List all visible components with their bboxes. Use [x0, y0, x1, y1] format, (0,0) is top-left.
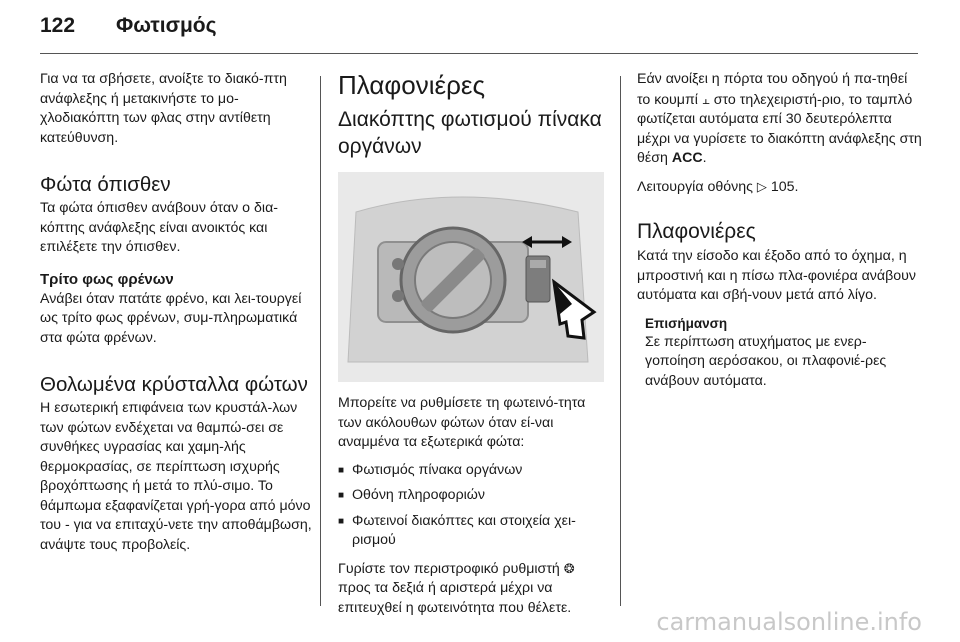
reverse-lights-heading: Φώτα όπισθεν	[40, 173, 171, 196]
reverse-lights-text: Τα φώτα όπισθεν ανάβουν όταν ο δια-κόπτης ανάφλεξης είναι ανοικτός και επιλέξετε την όπισθεν.	[40, 200, 278, 255]
fogged-lenses-heading: Θολωμένα κρύσταλλα φώτων	[40, 373, 308, 396]
light-switch-illustration	[338, 172, 604, 382]
interior-lighting-heading: Πλαφονιέρες	[338, 70, 486, 100]
page-header	[40, 14, 920, 50]
note-text: Σε περίπτωση ατυχήματος με ενερ-γοποίηση αερόσακου, οι πλαφονιέ-ρες ανάβουν αυτόματα.	[645, 333, 887, 389]
dimmer-intro-text: Μπορείτε να ρυθμίσετε τη φωτεινό-τητα των ακόλουθων φώτων όταν εί-ναι αναμμένα τα εξωτερικά φώτα:	[338, 395, 586, 450]
page-number: 122	[40, 14, 76, 37]
column-divider-1	[320, 76, 321, 606]
watermark: carmanualsonline.info	[656, 608, 922, 636]
column-2	[338, 70, 606, 618]
intro-paragraph: Για να τα σβήσετε, ανοίξτε το διακό-πτη ανάφλεξης ή μετακινήστε το μο-χλοδιακόπτη των φλας στην αντίθετη κατεύθυνση.	[40, 71, 287, 146]
auto-illumination-text: Εάν ανοίξει η πόρτα του οδηγού ή πα-τηθεί το κουμπί ⫠ στο τηλεχειριστή-ριο, το ταμπλό φωτίζεται αυτόματα επί 30 δευτερόλεπτα μέχρι να γυρίσετε το διακόπτη ανάφλεξης στη θέση ACC.	[637, 71, 922, 166]
third-brake-light-heading: Τρίτο φως φρένων	[40, 270, 174, 288]
third-brake-light-text: Ανάβει όταν πατάτε φρένο, και λει-τουργεί ως τρίτο φως φρένων, συμ-πληρωματικά στα φώτα φρένων.	[40, 290, 302, 346]
dimmable-lights-list	[338, 461, 606, 551]
display-operation-reference: Λειτουργία οθόνης ▷ 105.	[637, 178, 799, 195]
interior-lights-text: Κατά την είσοδο και έξοδο από το όχημα, η μπροστινή και η πίσω πλα-φονιέρα ανάβουν αυτόματα και σβή-νουν μετά από λίγο.	[637, 248, 916, 303]
column-3	[637, 70, 922, 391]
unlock-button-icon: ⫠	[701, 91, 710, 107]
note-heading: Επισήμανση	[645, 315, 728, 331]
dimmer-knob-icon: ❂	[563, 560, 575, 576]
column-divider-2	[620, 76, 621, 606]
dimmer-instruction-text: Γυρίστε τον περιστροφικό ρυθμιστή ❂ προς τα δεξιά ή αριστερά μέχρι να επιτευχθεί η φωτεινότητα που θέλετε.	[338, 560, 575, 616]
interior-lights-heading: Πλαφονιέρες	[637, 220, 756, 243]
list-item: ■ Οθόνη πληροφοριών	[338, 486, 606, 506]
header-rule	[40, 53, 918, 54]
light-switch-figure	[338, 172, 604, 382]
fogged-lenses-text: Η εσωτερική επιφάνεια των κρυστάλ-λων των φώτων ενδέχεται να θαμπώ-σει σε συνθήκες υγρασίας και χαμη-λής θερμοκρασίας, σε περίπτωση ισχυρής βροχόπτωσης ή μετά το πλύ-σιμο. Το θάμπωμα εξαφανίζεται γρή-γορα από μόνο του - για να επιταχύ-νετε την αποθάμβωση, ανάψτε τους προβολείς.	[40, 400, 312, 553]
page-reference-icon: ▷	[756, 178, 767, 194]
list-item: ■ Φωτεινοί διακόπτες και στοιχεία χει-ρισμού	[338, 512, 606, 551]
instrument-illumination-heading: Διακόπτης φωτισμού πίνακα οργάνων	[338, 108, 602, 158]
list-item: ■ Φωτισμός πίνακα οργάνων	[338, 461, 606, 481]
page-title: Φωτισμός	[116, 14, 217, 37]
note-box	[637, 314, 922, 392]
column-1	[40, 70, 315, 555]
